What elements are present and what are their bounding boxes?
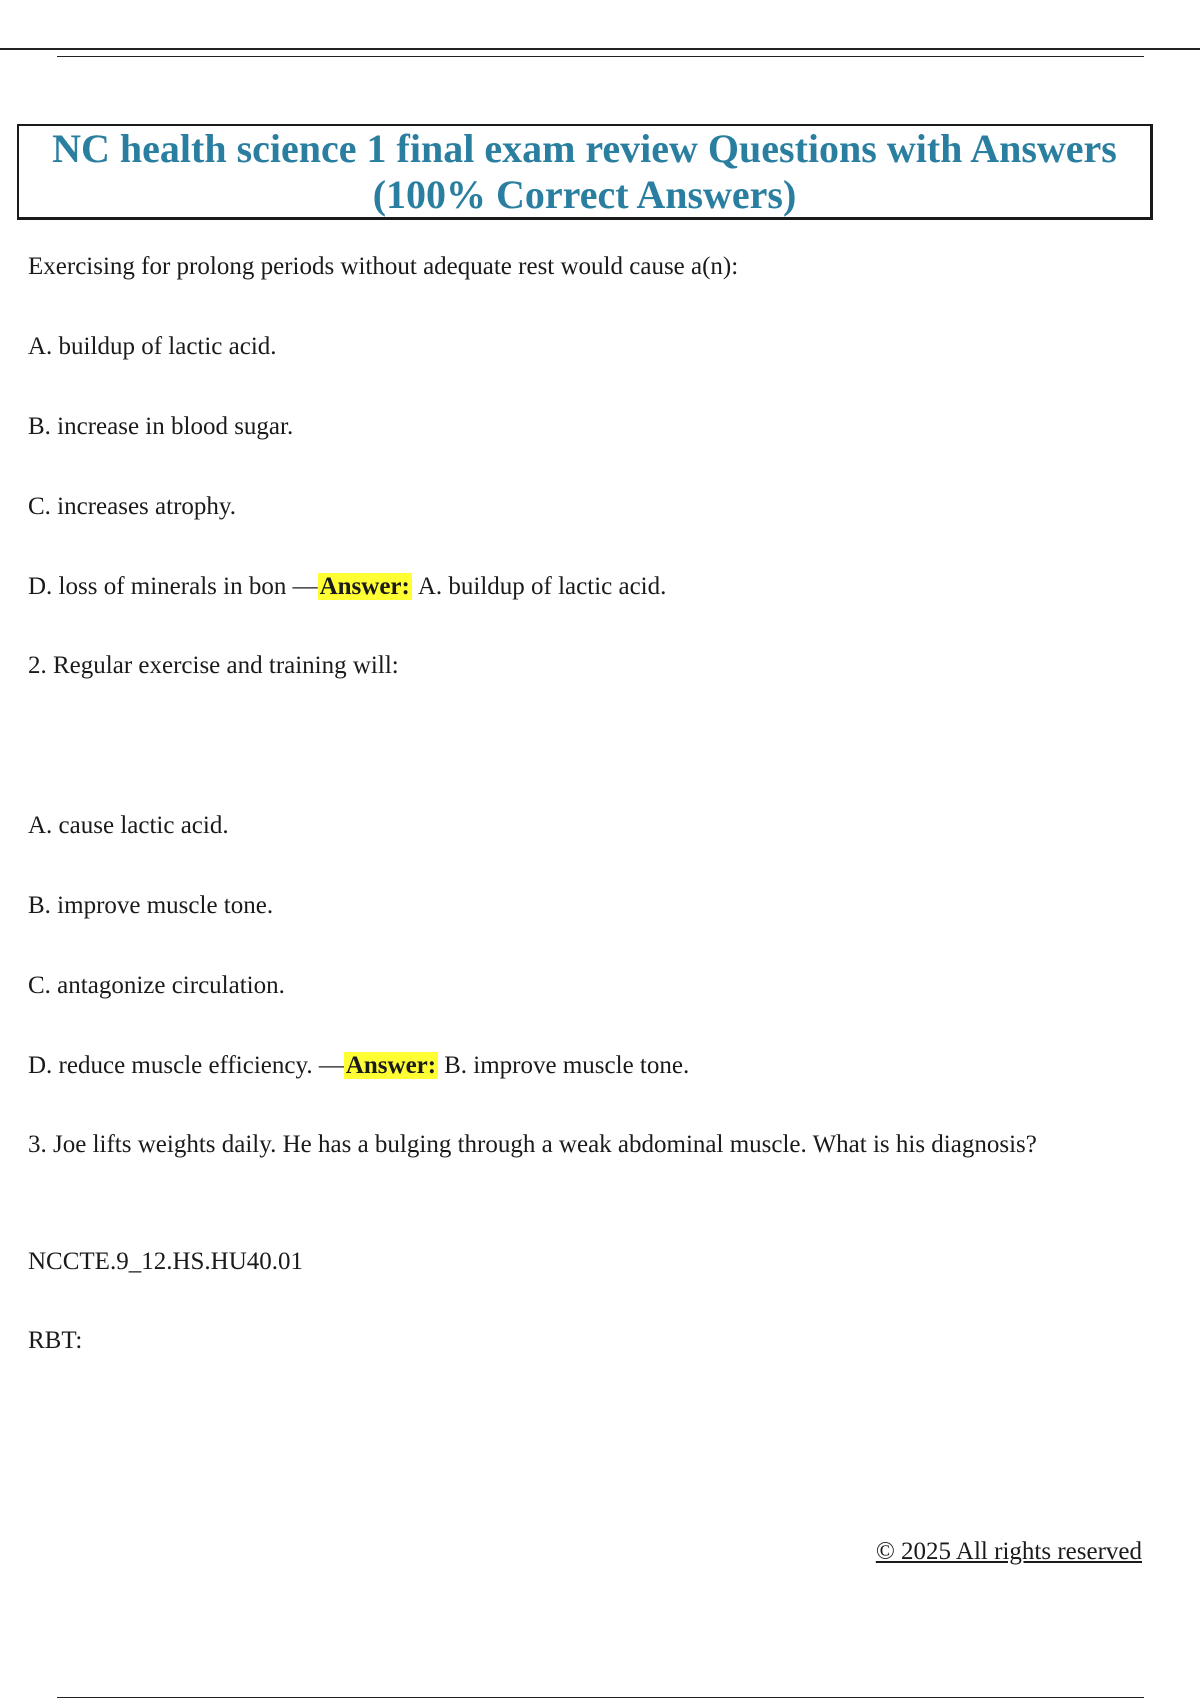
title-box: [17, 124, 1153, 220]
question-2-answer: B. improve muscle tone.: [444, 1052, 690, 1079]
question-2-prompt: 2. Regular exercise and training will:: [28, 652, 399, 679]
document-title: NC health science 1 final exam review Questions with Answers (100% Correct Answers): [52, 125, 1117, 217]
copyright-notice: © 2025 All rights reserved: [875, 1538, 1142, 1565]
question-1-answer: A. buildup of lactic acid.: [417, 573, 667, 600]
question-3-standard: NCCTE.9_12.HS.HU40.01: [28, 1248, 304, 1275]
question-1-option-b: B. increase in blood sugar.: [28, 413, 294, 440]
question-1-option-d: D. loss of minerals in bon —: [28, 573, 318, 600]
question-2-option-b: B. improve muscle tone.: [28, 892, 274, 919]
answer-highlight: Answer:: [345, 1052, 437, 1079]
question-2-option-d-line: [28, 1048, 689, 1084]
top-rule-inner: [57, 56, 1144, 57]
question-1-prompt: Exercising for prolong periods without adequate rest would cause a(n):: [28, 253, 739, 280]
question-2-option-c: C. antagonize circulation.: [28, 972, 285, 999]
answer-highlight: Answer:: [319, 573, 410, 600]
question-2-option-a: A. cause lactic acid.: [28, 812, 229, 839]
question-1-option-d-line: [28, 569, 666, 605]
question-1-option-c: C. increases atrophy.: [28, 493, 237, 520]
question-2-option-d: D. reduce muscle efficiency. —: [28, 1052, 344, 1079]
bottom-rule: [57, 1697, 1144, 1698]
question-3-prompt: 3. Joe lifts weights daily. He has a bulging through a weak abdominal muscle. What is his diagnosis?: [28, 1131, 1037, 1158]
top-rule-outer: [0, 48, 1200, 50]
question-1-option-a: A. buildup of lactic acid.: [28, 333, 277, 360]
question-3-rbt: RBT:: [28, 1327, 83, 1354]
